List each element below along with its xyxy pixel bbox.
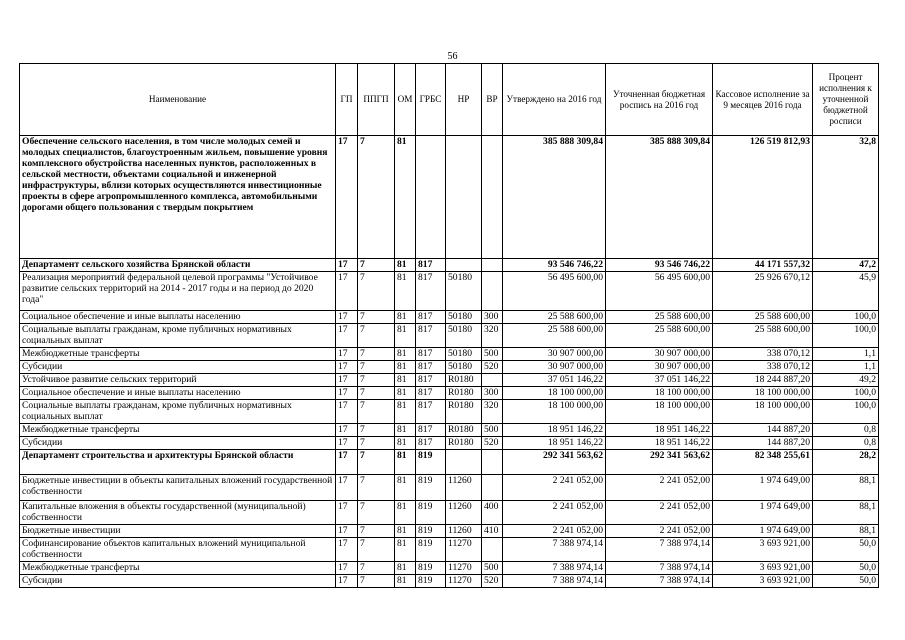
row-refined: 56 495 600,00 [606, 272, 713, 311]
table-row [20, 475, 879, 501]
row-approved: 37 051 146,22 [503, 374, 606, 387]
table-row [20, 259, 879, 272]
row-vr [482, 272, 503, 311]
budget-table [19, 63, 879, 588]
row-nr [446, 450, 482, 475]
row-percent: 49,2 [813, 374, 879, 387]
row-nr: 50180 [446, 348, 482, 361]
table-row [20, 501, 879, 525]
row-cash: 144 887,20 [713, 424, 813, 437]
row-refined: 30 907 000,00 [606, 361, 713, 374]
row-approved: 30 907 000,00 [503, 348, 606, 361]
row-gp: 17 [336, 475, 358, 501]
row-refined: 2 241 052,00 [606, 501, 713, 525]
row-grbs: 819 [416, 475, 446, 501]
row-gp: 17 [336, 136, 358, 259]
row-vr [482, 259, 503, 272]
row-nr: R0180 [446, 387, 482, 400]
row-ppgp: 7 [358, 348, 395, 361]
row-gp: 17 [336, 387, 358, 400]
row-refined: 37 051 146,22 [606, 374, 713, 387]
row-approved: 18 951 146,22 [503, 424, 606, 437]
row-gp: 17 [336, 259, 358, 272]
row-gp: 17 [336, 324, 358, 348]
row-percent: 47,2 [813, 259, 879, 272]
row-refined: 7 388 974,14 [606, 575, 713, 588]
row-approved: 2 241 052,00 [503, 475, 606, 501]
row-name: Капитальные вложения в объекты государственной (муниципальной) собственности [20, 501, 336, 525]
row-ppgp: 7 [358, 437, 395, 450]
row-name: Бюджетные инвестиции в объекты капитальных вложений государственной собственности [20, 475, 336, 501]
row-percent: 50,0 [813, 538, 879, 562]
row-approved: 18 951 146,22 [503, 437, 606, 450]
row-approved: 7 388 974,14 [503, 575, 606, 588]
row-gp: 17 [336, 437, 358, 450]
row-vr: 500 [482, 348, 503, 361]
row-gp: 17 [336, 424, 358, 437]
row-om: 81 [395, 136, 416, 259]
row-percent: 50,0 [813, 562, 879, 575]
row-percent: 32,8 [813, 136, 879, 259]
row-om: 81 [395, 424, 416, 437]
row-ppgp: 7 [358, 501, 395, 525]
row-nr: 50180 [446, 311, 482, 324]
row-name: Департамент сельского хозяйства Брянской области [20, 259, 336, 272]
row-cash: 25 926 670,12 [713, 272, 813, 311]
row-ppgp: 7 [358, 525, 395, 538]
row-cash: 18 100 000,00 [713, 400, 813, 424]
row-refined: 292 341 563,62 [606, 450, 713, 475]
row-nr: 11260 [446, 501, 482, 525]
row-grbs: 819 [416, 575, 446, 588]
row-percent: 0,8 [813, 437, 879, 450]
row-refined: 18 951 146,22 [606, 424, 713, 437]
row-approved: 25 588 600,00 [503, 324, 606, 348]
row-percent: 88,1 [813, 501, 879, 525]
row-name: Социальные выплаты гражданам, кроме публичных нормативных социальных выплат [20, 324, 336, 348]
row-om: 81 [395, 400, 416, 424]
row-om: 81 [395, 387, 416, 400]
row-cash: 338 070,12 [713, 348, 813, 361]
row-approved: 93 546 746,22 [503, 259, 606, 272]
row-name: Межбюджетные трансферты [20, 562, 336, 575]
header-ppgp: ППГП [358, 64, 395, 136]
row-name: Софинансирование объектов капитальных вложений муниципальной собственности [20, 538, 336, 562]
row-cash: 1 974 649,00 [713, 475, 813, 501]
table-row [20, 400, 879, 424]
row-vr [482, 136, 503, 259]
row-grbs: 819 [416, 562, 446, 575]
row-grbs: 817 [416, 437, 446, 450]
row-om: 81 [395, 272, 416, 311]
row-refined: 18 951 146,22 [606, 437, 713, 450]
row-refined: 25 588 600,00 [606, 311, 713, 324]
table-row [20, 348, 879, 361]
row-name: Бюджетные инвестиции [20, 525, 336, 538]
row-vr: 520 [482, 361, 503, 374]
row-cash: 3 693 921,00 [713, 538, 813, 562]
row-nr: R0180 [446, 437, 482, 450]
row-gp: 17 [336, 525, 358, 538]
row-om: 81 [395, 311, 416, 324]
row-percent: 50,0 [813, 575, 879, 588]
row-vr: 400 [482, 501, 503, 525]
row-cash: 44 171 557,32 [713, 259, 813, 272]
row-percent: 100,0 [813, 387, 879, 400]
row-refined: 18 100 000,00 [606, 387, 713, 400]
row-grbs: 817 [416, 361, 446, 374]
row-ppgp: 7 [358, 575, 395, 588]
row-nr: R0180 [446, 374, 482, 387]
row-approved: 25 588 600,00 [503, 311, 606, 324]
row-grbs: 817 [416, 400, 446, 424]
row-refined: 385 888 309,84 [606, 136, 713, 259]
row-om: 81 [395, 562, 416, 575]
row-grbs: 817 [416, 424, 446, 437]
row-approved: 30 907 000,00 [503, 361, 606, 374]
table-row [20, 136, 879, 259]
row-gp: 17 [336, 400, 358, 424]
row-percent: 100,0 [813, 311, 879, 324]
row-name: Субсидии [20, 361, 336, 374]
row-om: 81 [395, 259, 416, 272]
row-vr: 520 [482, 437, 503, 450]
row-refined: 7 388 974,14 [606, 538, 713, 562]
row-approved: 7 388 974,14 [503, 562, 606, 575]
row-name: Межбюджетные трансферты [20, 348, 336, 361]
row-nr: 11260 [446, 525, 482, 538]
row-gp: 17 [336, 575, 358, 588]
row-cash: 144 887,20 [713, 437, 813, 450]
header-name: Наименование [20, 64, 336, 136]
row-cash: 25 588 600,00 [713, 324, 813, 348]
row-refined: 93 546 746,22 [606, 259, 713, 272]
row-ppgp: 7 [358, 562, 395, 575]
row-ppgp: 7 [358, 400, 395, 424]
row-ppgp: 7 [358, 361, 395, 374]
row-om: 81 [395, 324, 416, 348]
row-grbs: 819 [416, 450, 446, 475]
row-nr: 11270 [446, 562, 482, 575]
table-row [20, 324, 879, 348]
row-gp: 17 [336, 562, 358, 575]
row-vr: 520 [482, 575, 503, 588]
row-percent: 100,0 [813, 400, 879, 424]
row-om: 81 [395, 437, 416, 450]
row-grbs: 817 [416, 348, 446, 361]
table-row [20, 562, 879, 575]
row-ppgp: 7 [358, 259, 395, 272]
row-ppgp: 7 [358, 538, 395, 562]
row-gp: 17 [336, 374, 358, 387]
row-vr: 500 [482, 424, 503, 437]
row-vr: 500 [482, 562, 503, 575]
table-row [20, 450, 879, 475]
header-nr: НР [446, 64, 482, 136]
row-name: Социальные выплаты гражданам, кроме публичных нормативных социальных выплат [20, 400, 336, 424]
row-approved: 56 495 600,00 [503, 272, 606, 311]
header-om: ОМ [395, 64, 416, 136]
table-row [20, 387, 879, 400]
row-name: Социальное обеспечение и иные выплаты населению [20, 311, 336, 324]
row-refined: 18 100 000,00 [606, 400, 713, 424]
row-refined: 30 907 000,00 [606, 348, 713, 361]
row-grbs: 819 [416, 525, 446, 538]
row-name: Межбюджетные трансферты [20, 424, 336, 437]
row-nr: 50180 [446, 361, 482, 374]
table-row [20, 424, 879, 437]
row-name: Социальное обеспечение и иные выплаты населению [20, 387, 336, 400]
row-approved: 18 100 000,00 [503, 400, 606, 424]
row-approved: 18 100 000,00 [503, 387, 606, 400]
row-ppgp: 7 [358, 311, 395, 324]
table-row [20, 538, 879, 562]
row-percent: 1,1 [813, 348, 879, 361]
row-grbs: 817 [416, 272, 446, 311]
row-vr: 300 [482, 387, 503, 400]
row-cash: 82 348 255,61 [713, 450, 813, 475]
row-grbs: 817 [416, 311, 446, 324]
row-gp: 17 [336, 311, 358, 324]
row-refined: 7 388 974,14 [606, 562, 713, 575]
row-approved: 2 241 052,00 [503, 525, 606, 538]
row-ppgp: 7 [358, 272, 395, 311]
row-nr: R0180 [446, 424, 482, 437]
header-vr: ВР [482, 64, 503, 136]
row-grbs: 817 [416, 324, 446, 348]
table-row [20, 374, 879, 387]
row-cash: 3 693 921,00 [713, 562, 813, 575]
row-nr: 50180 [446, 272, 482, 311]
row-refined: 2 241 052,00 [606, 475, 713, 501]
row-gp: 17 [336, 272, 358, 311]
row-cash: 18 244 887,20 [713, 374, 813, 387]
table-row [20, 272, 879, 311]
page-number: 56 [447, 51, 458, 62]
row-percent: 100,0 [813, 324, 879, 348]
row-cash: 18 100 000,00 [713, 387, 813, 400]
row-refined: 2 241 052,00 [606, 525, 713, 538]
row-ppgp: 7 [358, 374, 395, 387]
row-grbs: 817 [416, 259, 446, 272]
table-row [20, 361, 879, 374]
row-gp: 17 [336, 361, 358, 374]
row-gp: 17 [336, 538, 358, 562]
header-percent: Процент исполнения к уточненной бюджетной росписи [813, 64, 879, 136]
row-grbs: 817 [416, 374, 446, 387]
row-om: 81 [395, 374, 416, 387]
row-om: 81 [395, 525, 416, 538]
row-name: Устойчивое развитие сельских территорий [20, 374, 336, 387]
row-grbs: 819 [416, 538, 446, 562]
table-row [20, 525, 879, 538]
row-percent: 28,2 [813, 450, 879, 475]
row-nr: 11270 [446, 575, 482, 588]
row-nr [446, 136, 482, 259]
row-grbs [416, 136, 446, 259]
row-cash: 25 588 600,00 [713, 311, 813, 324]
row-nr [446, 259, 482, 272]
row-cash: 1 974 649,00 [713, 525, 813, 538]
row-percent: 88,1 [813, 525, 879, 538]
row-percent: 45,9 [813, 272, 879, 311]
row-vr: 410 [482, 525, 503, 538]
row-vr: 300 [482, 311, 503, 324]
table-row [20, 311, 879, 324]
header-refined: Уточненная бюджетная роспись на 2016 год [606, 64, 713, 136]
row-percent: 1,1 [813, 361, 879, 374]
row-nr: 50180 [446, 324, 482, 348]
row-gp: 17 [336, 348, 358, 361]
row-nr: 11270 [446, 538, 482, 562]
row-cash: 126 519 812,93 [713, 136, 813, 259]
row-cash: 3 693 921,00 [713, 575, 813, 588]
row-name: Субсидии [20, 437, 336, 450]
header-approved: Утверждено на 2016 год [503, 64, 606, 136]
row-approved: 2 241 052,00 [503, 501, 606, 525]
row-approved: 7 388 974,14 [503, 538, 606, 562]
row-approved: 292 341 563,62 [503, 450, 606, 475]
row-gp: 17 [336, 450, 358, 475]
table-header-row [20, 64, 879, 136]
row-percent: 88,1 [813, 475, 879, 501]
row-om: 81 [395, 501, 416, 525]
row-om: 81 [395, 348, 416, 361]
row-name: Реализация мероприятий федеральной целевой программы "Устойчивое развитие сельских территорий на 2014 - 2017 годы и на период до 2020 года" [20, 272, 336, 311]
row-name: Департамент строительства и архитектуры Брянской области [20, 450, 336, 475]
row-cash: 1 974 649,00 [713, 501, 813, 525]
header-grbs: ГРБС [416, 64, 446, 136]
row-grbs: 819 [416, 501, 446, 525]
row-om: 81 [395, 361, 416, 374]
row-ppgp: 7 [358, 387, 395, 400]
row-grbs: 817 [416, 387, 446, 400]
row-om: 81 [395, 450, 416, 475]
row-approved: 385 888 309,84 [503, 136, 606, 259]
row-vr [482, 374, 503, 387]
row-refined: 25 588 600,00 [606, 324, 713, 348]
row-om: 81 [395, 475, 416, 501]
row-percent: 0,8 [813, 424, 879, 437]
row-ppgp: 7 [358, 424, 395, 437]
row-vr: 320 [482, 324, 503, 348]
row-name: Субсидии [20, 575, 336, 588]
row-vr: 320 [482, 400, 503, 424]
row-vr [482, 475, 503, 501]
row-ppgp: 7 [358, 450, 395, 475]
row-vr [482, 538, 503, 562]
table-row [20, 437, 879, 450]
row-nr: R0180 [446, 400, 482, 424]
table-row [20, 575, 879, 588]
row-vr [482, 450, 503, 475]
row-ppgp: 7 [358, 475, 395, 501]
row-gp: 17 [336, 501, 358, 525]
row-om: 81 [395, 575, 416, 588]
header-gp: ГП [336, 64, 358, 136]
row-cash: 338 070,12 [713, 361, 813, 374]
row-om: 81 [395, 538, 416, 562]
row-ppgp: 7 [358, 324, 395, 348]
header-cash: Кассовое исполнение за 9 месяцев 2016 года [713, 64, 813, 136]
row-nr: 11260 [446, 475, 482, 501]
row-ppgp: 7 [358, 136, 395, 259]
row-name: Обеспечение сельского населения, в том числе молодых семей и молодых специалистов, благоустроенным жильем, повышение уровня комплексного обустройства населенных пунктов, расположенных в сельской местности, объектами социальной и инженерной инфраструктуры, вблизи которых осуществляются инвестиционные проекты в сфере агропромышленного комплекса, автомобильными дорогами общего пользования с твердым покрытием [20, 136, 336, 259]
